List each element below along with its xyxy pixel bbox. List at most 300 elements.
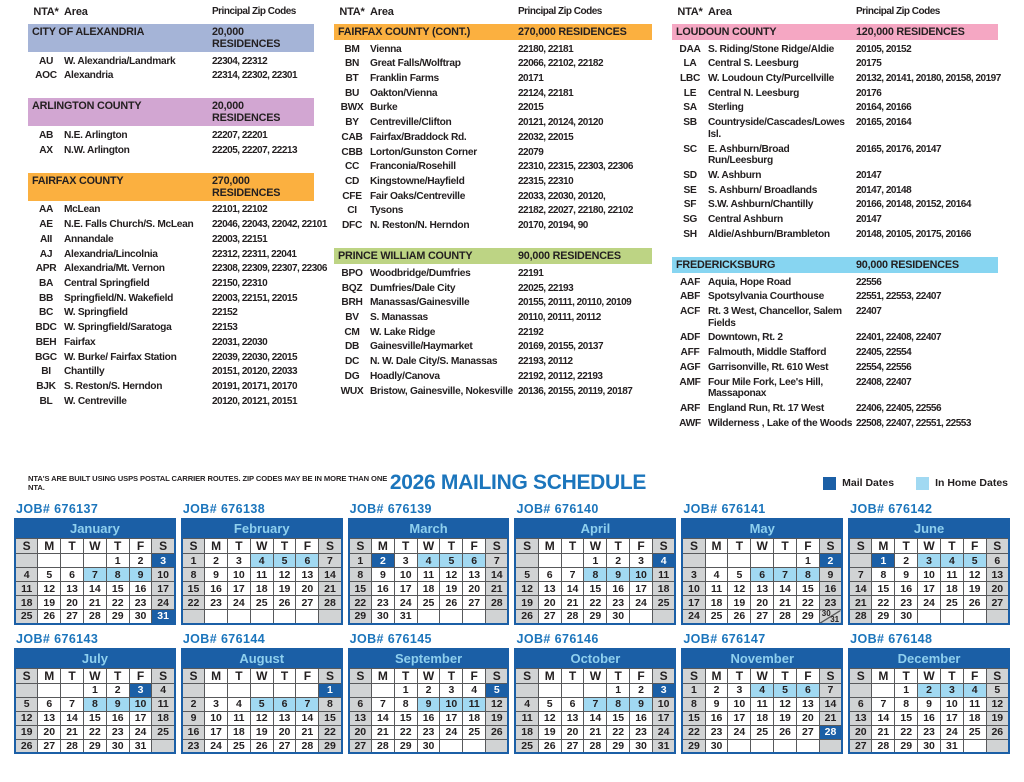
day-cell: 13 <box>751 582 774 596</box>
area-name: S. Reston/S. Herndon <box>64 381 163 392</box>
day-cell: 26 <box>515 610 538 624</box>
day-cell <box>440 610 463 624</box>
zip-codes: 22310, 22315, 22303, 22306 <box>518 161 633 173</box>
zip-codes: 22003, 22151, 22015 <box>212 292 298 304</box>
area-name: Alexandria/Mt. Vernon <box>64 263 165 275</box>
nta-code: BA <box>38 277 54 289</box>
job-number: JOB# 676147 <box>683 631 766 646</box>
nta-code: AB <box>38 129 54 141</box>
day-cell: 30 <box>705 739 728 753</box>
month-title: April <box>515 519 675 539</box>
nta-row <box>672 71 1001 86</box>
weekday-header: S <box>819 539 842 554</box>
day-cell: 22 <box>607 725 630 739</box>
day-cell: 6 <box>463 554 486 568</box>
day-cell: 5 <box>440 554 463 568</box>
nta-code: DG <box>344 370 360 382</box>
day-cell: 9 <box>371 568 394 582</box>
month-title: August <box>182 649 342 669</box>
column-headers <box>334 6 652 18</box>
day-cell: 14 <box>849 582 872 596</box>
day-cell: 17 <box>652 711 675 725</box>
weekday-header: T <box>728 539 751 554</box>
day-cell: 28 <box>61 739 84 753</box>
zip-codes: 22182, 22027, 22180, 22102 <box>518 205 633 217</box>
nta-row <box>334 86 652 101</box>
calendar-january <box>14 502 176 625</box>
day-cell: 7 <box>584 697 607 711</box>
day-cell: 7 <box>486 554 509 568</box>
area-name: W. Springfield <box>64 307 128 319</box>
nta-code: BI <box>41 366 51 378</box>
day-cell: 1 <box>394 683 417 697</box>
area-name: Hoadly/Canova <box>370 370 440 382</box>
section-name: LOUDOUN COUNTY <box>676 26 777 38</box>
day-cell: 7 <box>872 697 895 711</box>
day-cell: 23 <box>106 725 129 739</box>
day-cell: 18 <box>751 711 774 725</box>
zip-codes: 22554, 22556 <box>856 361 912 373</box>
section-name: PRINCE WILLIAM COUNTY <box>338 250 473 263</box>
day-cell <box>774 739 797 753</box>
weekday-header: M <box>872 539 895 554</box>
day-cell: 1 <box>182 554 205 568</box>
mail-date-label: Mail Dates <box>842 477 895 489</box>
day-cell: 18 <box>227 725 250 739</box>
mail-date-swatch <box>823 477 836 490</box>
weekday-header: T <box>106 539 129 554</box>
day-cell: 1 <box>796 554 819 568</box>
calendar-grid <box>0 502 1024 754</box>
day-cell: 26 <box>728 610 751 624</box>
day-cell: 11 <box>15 582 38 596</box>
day-cell: 2 <box>417 683 440 697</box>
day-cell: 16 <box>705 711 728 725</box>
nta-code: AOC <box>35 70 57 82</box>
day-cell: 15 <box>584 582 607 596</box>
area-name: Franconia/Rosehill <box>370 161 456 173</box>
zip-codes: 22150, 22310 <box>212 277 268 289</box>
area-name: N.E. Falls Church/S. McLean <box>64 219 194 231</box>
calendar-april <box>514 502 676 625</box>
day-cell <box>986 610 1009 624</box>
nta-row <box>672 402 998 417</box>
day-cell: 24 <box>205 739 228 753</box>
day-cell: 17 <box>205 725 228 739</box>
day-cell: 18 <box>463 711 486 725</box>
col-header-zip: Principal Zip Codes <box>856 6 940 17</box>
day-cell: 14 <box>872 711 895 725</box>
day-cell: 1 <box>584 554 607 568</box>
area-name: Burke <box>370 102 398 114</box>
day-cell: 4 <box>15 568 38 582</box>
weekday-header: M <box>38 668 61 683</box>
day-cell: 1 <box>319 683 342 697</box>
month-title: December <box>849 649 1009 669</box>
day-cell: 17 <box>630 582 653 596</box>
nta-code: LA <box>683 58 697 70</box>
weekday-header: S <box>152 539 175 554</box>
day-cell: 14 <box>486 568 509 582</box>
zip-codes: 22314, 22302, 22301 <box>212 70 298 82</box>
day-cell: 29 <box>83 739 106 753</box>
nta-row <box>28 394 314 409</box>
section-name: FREDERICKSBURG <box>676 259 776 272</box>
day-cell: 6 <box>61 568 84 582</box>
section-header <box>334 24 652 40</box>
weekday-header: F <box>129 539 152 554</box>
nta-code: SF <box>683 199 697 211</box>
day-cell: 19 <box>250 725 273 739</box>
day-cell: 21 <box>849 596 872 610</box>
area-name: S. Ashburn/ Broadlands <box>708 184 818 196</box>
nta-code: DAA <box>679 43 701 55</box>
day-cell: 7 <box>83 568 106 582</box>
day-cell: 3 <box>652 683 675 697</box>
job-number: JOB# 676138 <box>182 502 266 516</box>
in-home-date-swatch <box>916 477 929 490</box>
day-cell: 28 <box>83 610 106 624</box>
day-cell: 7 <box>319 554 342 568</box>
day-cell: 3 <box>918 554 941 568</box>
weekday-header: T <box>895 539 918 554</box>
day-cell: 23 <box>630 725 653 739</box>
nta-row <box>334 71 652 86</box>
area-name: Aldie/Ashburn/Brambleton <box>708 228 830 240</box>
nta-code: SA <box>683 102 697 114</box>
split-day-top: 30 <box>821 609 831 618</box>
month-title: March <box>349 519 509 539</box>
day-cell <box>15 554 38 568</box>
nta-row <box>334 57 652 72</box>
day-cell <box>652 610 675 624</box>
county-section <box>334 248 652 398</box>
nta-code: AE <box>39 219 53 231</box>
day-cell: 9 <box>918 697 941 711</box>
zip-codes: 22025, 22193 <box>518 282 574 294</box>
area-name: Springfield/N. Wakefield <box>64 292 174 304</box>
day-cell: 11 <box>417 568 440 582</box>
section-header <box>672 257 998 273</box>
day-cell: 16 <box>819 582 842 596</box>
section-name: ARLINGTON COUNTY <box>32 100 142 113</box>
day-cell: 27 <box>561 739 584 753</box>
zip-codes: 22205, 22207, 22213 <box>212 144 298 156</box>
day-cell <box>630 610 653 624</box>
day-cell: 21 <box>61 725 84 739</box>
nta-row <box>28 54 314 69</box>
day-cell: 8 <box>83 697 106 711</box>
day-cell <box>486 739 509 753</box>
day-cell: 11 <box>515 711 538 725</box>
day-cell: 13 <box>296 568 319 582</box>
nta-row <box>334 130 652 145</box>
zip-codes: 22304, 22312 <box>212 55 268 67</box>
day-cell: 20 <box>538 596 561 610</box>
day-cell: 20 <box>849 725 872 739</box>
section-header <box>28 98 314 126</box>
day-cell: 4 <box>463 683 486 697</box>
day-cell <box>38 683 61 697</box>
nta-code: AX <box>39 144 53 156</box>
weekday-header: F <box>963 668 986 683</box>
day-cell: 28 <box>371 739 394 753</box>
day-cell <box>819 739 842 753</box>
day-cell: 14 <box>819 697 842 711</box>
weekday-header: W <box>250 668 273 683</box>
weekday-header: T <box>61 539 84 554</box>
day-cell: 29 <box>394 739 417 753</box>
nta-code: AII <box>39 233 53 245</box>
weekday-header: M <box>371 539 394 554</box>
day-cell <box>152 739 175 753</box>
nta-column <box>28 6 327 464</box>
section-header <box>672 24 998 40</box>
nta-code: AJ <box>39 248 53 260</box>
day-cell: 5 <box>273 554 296 568</box>
day-cell: 31 <box>129 739 152 753</box>
day-cell: 24 <box>440 725 463 739</box>
job-number: JOB# 676141 <box>683 502 766 516</box>
day-cell: 13 <box>849 711 872 725</box>
day-cell: 7 <box>849 568 872 582</box>
day-cell: 20 <box>296 582 319 596</box>
nta-code: CBB <box>341 146 363 158</box>
day-cell: 30 <box>630 739 653 753</box>
day-cell: 12 <box>986 697 1009 711</box>
day-cell <box>918 610 941 624</box>
day-cell: 8 <box>682 697 705 711</box>
month-title: January <box>15 519 175 539</box>
weekday-header: T <box>728 668 751 683</box>
day-cell: 5 <box>15 697 38 711</box>
day-cell <box>819 610 842 624</box>
nta-row <box>28 350 314 365</box>
day-cell: 8 <box>349 568 372 582</box>
day-cell: 1 <box>682 683 705 697</box>
day-cell: 17 <box>440 711 463 725</box>
area-name: W. Burke/ Fairfax Station <box>64 351 177 363</box>
day-cell: 10 <box>630 568 653 582</box>
nta-row <box>334 296 652 311</box>
day-cell: 27 <box>986 596 1009 610</box>
day-cell: 25 <box>463 725 486 739</box>
nta-code: AGF <box>679 361 701 373</box>
weekday-header: T <box>394 539 417 554</box>
day-cell: 27 <box>273 739 296 753</box>
day-cell: 20 <box>796 711 819 725</box>
section-header <box>28 173 314 201</box>
job-number: JOB# 676139 <box>349 502 432 516</box>
nta-code: BT <box>345 72 359 84</box>
day-cell <box>61 683 84 697</box>
day-cell: 23 <box>895 596 918 610</box>
zip-codes: 22315, 22310 <box>518 175 574 187</box>
day-cell: 28 <box>849 610 872 624</box>
nta-code: DFC <box>341 220 363 232</box>
weekday-header: M <box>538 539 561 554</box>
day-cell: 17 <box>227 582 250 596</box>
section-residences: 20,000 RESIDENCES <box>212 100 281 125</box>
area-name: S. Manassas <box>370 312 428 323</box>
nta-row <box>28 365 314 380</box>
area-name: Gainesville/Haymarket <box>370 341 473 353</box>
calendar-table <box>848 518 1010 625</box>
job-number: JOB# 676148 <box>850 631 933 646</box>
day-cell: 26 <box>250 739 273 753</box>
nta-row <box>334 160 652 175</box>
day-cell: 5 <box>986 683 1009 697</box>
nta-row <box>28 380 314 395</box>
day-cell <box>15 683 38 697</box>
day-cell: 6 <box>561 697 584 711</box>
zip-codes: 20171 <box>518 72 544 84</box>
day-cell <box>296 610 319 624</box>
nta-row <box>28 128 314 143</box>
calendar-may <box>681 502 843 625</box>
day-cell: 7 <box>61 697 84 711</box>
day-cell: 13 <box>463 568 486 582</box>
zip-codes: 22039, 22030, 22015 <box>212 351 298 363</box>
day-cell: 16 <box>895 582 918 596</box>
day-cell: 20 <box>273 725 296 739</box>
nta-row <box>672 57 998 72</box>
day-cell: 11 <box>705 582 728 596</box>
weekday-header: T <box>106 668 129 683</box>
day-cell: 14 <box>561 582 584 596</box>
day-cell: 10 <box>652 697 675 711</box>
area-name: W. Lake Ridge <box>370 326 436 338</box>
zip-codes: 22079 <box>518 146 544 158</box>
county-section <box>28 173 327 409</box>
weekday-header: S <box>682 668 705 683</box>
weekday-header: M <box>205 668 228 683</box>
section-header <box>334 248 652 264</box>
weekday-header: S <box>515 539 538 554</box>
day-cell: 24 <box>630 596 653 610</box>
nta-code: SG <box>682 214 698 226</box>
day-cell: 5 <box>774 683 797 697</box>
day-cell: 14 <box>584 711 607 725</box>
area-name: Manassas/Gainesville <box>370 297 470 309</box>
nta-code: CM <box>344 326 360 338</box>
day-cell: 3 <box>940 683 963 697</box>
day-cell: 16 <box>918 711 941 725</box>
day-cell: 19 <box>963 582 986 596</box>
nta-code: AWF <box>679 417 701 429</box>
county-section <box>334 24 652 233</box>
weekday-header: F <box>796 668 819 683</box>
area-name: N. Reston/N. Herndon <box>370 220 470 232</box>
col-header-nta: NTA* <box>339 6 365 18</box>
area-name: Woodbridge/Dumfries <box>370 267 471 279</box>
day-cell: 25 <box>515 739 538 753</box>
day-cell <box>319 610 342 624</box>
weekday-header: W <box>417 539 440 554</box>
weekday-header: W <box>584 668 607 683</box>
nta-row <box>28 276 314 291</box>
nta-code: BDC <box>35 322 57 334</box>
area-name: Central Springfield <box>64 277 150 289</box>
day-cell: 9 <box>607 568 630 582</box>
nta-code: BC <box>38 307 54 319</box>
weekday-header: T <box>940 668 963 683</box>
day-cell <box>751 554 774 568</box>
zip-codes: 22032, 22015 <box>518 131 574 143</box>
day-cell: 19 <box>273 582 296 596</box>
day-cell: 12 <box>486 697 509 711</box>
legend <box>823 477 1008 490</box>
day-cell: 3 <box>394 554 417 568</box>
nta-row <box>334 101 652 116</box>
weekday-header: T <box>273 668 296 683</box>
weekday-header: S <box>849 668 872 683</box>
col-header-zip: Principal Zip Codes <box>518 6 602 17</box>
day-cell: 13 <box>38 711 61 725</box>
day-cell: 27 <box>61 610 84 624</box>
day-cell: 27 <box>349 739 372 753</box>
nta-code: CI <box>347 205 357 217</box>
weekday-header: F <box>796 539 819 554</box>
day-cell: 8 <box>319 697 342 711</box>
nta-code: BY <box>345 117 359 129</box>
area-name: W. Centreville <box>64 395 127 407</box>
area-name: Aquia, Hope Road <box>708 276 791 288</box>
area-name: Great Falls/Wolftrap <box>370 58 461 70</box>
day-cell: 29 <box>607 739 630 753</box>
day-cell <box>250 683 273 697</box>
day-cell: 12 <box>538 711 561 725</box>
zip-codes: 20121, 20124, 20120 <box>518 117 604 129</box>
zip-codes: 20136, 20155, 20119, 20187 <box>518 385 633 397</box>
day-cell: 24 <box>918 596 941 610</box>
weekday-header: T <box>227 539 250 554</box>
nta-code: SC <box>683 143 697 155</box>
day-cell: 18 <box>705 596 728 610</box>
area-name: S.W. Ashburn/Chantilly <box>708 199 814 211</box>
day-cell: 16 <box>205 582 228 596</box>
day-cell: 24 <box>227 596 250 610</box>
zip-codes: 22551, 22553, 22407 <box>856 291 942 303</box>
section-residences: 90,000 RESIDENCES <box>856 259 959 272</box>
job-number: JOB# 676142 <box>850 502 933 516</box>
zip-codes: 20169, 20155, 20137 <box>518 341 604 353</box>
day-cell: 25 <box>751 725 774 739</box>
day-cell: 30 <box>607 610 630 624</box>
day-cell: 10 <box>394 568 417 582</box>
zip-codes: 22207, 22201 <box>212 129 268 141</box>
zip-codes: 22015 <box>518 102 544 114</box>
nta-code: BPO <box>341 267 363 279</box>
weekday-header: S <box>15 668 38 683</box>
nta-row <box>672 275 998 290</box>
weekday-header: T <box>561 539 584 554</box>
day-cell: 4 <box>250 554 273 568</box>
day-cell: 25 <box>705 610 728 624</box>
day-cell: 8 <box>584 568 607 582</box>
zip-codes: 20191, 20171, 20170 <box>212 381 298 392</box>
day-cell: 16 <box>182 725 205 739</box>
area-name: Alexandria <box>64 70 114 82</box>
zip-codes: 20165, 20164 <box>856 117 912 129</box>
day-cell: 7 <box>819 683 842 697</box>
day-cell <box>796 739 819 753</box>
weekday-header: T <box>227 668 250 683</box>
in-home-date-label: In Home Dates <box>935 477 1009 489</box>
calendar-november <box>681 632 843 755</box>
day-cell: 27 <box>751 610 774 624</box>
day-cell: 28 <box>319 596 342 610</box>
